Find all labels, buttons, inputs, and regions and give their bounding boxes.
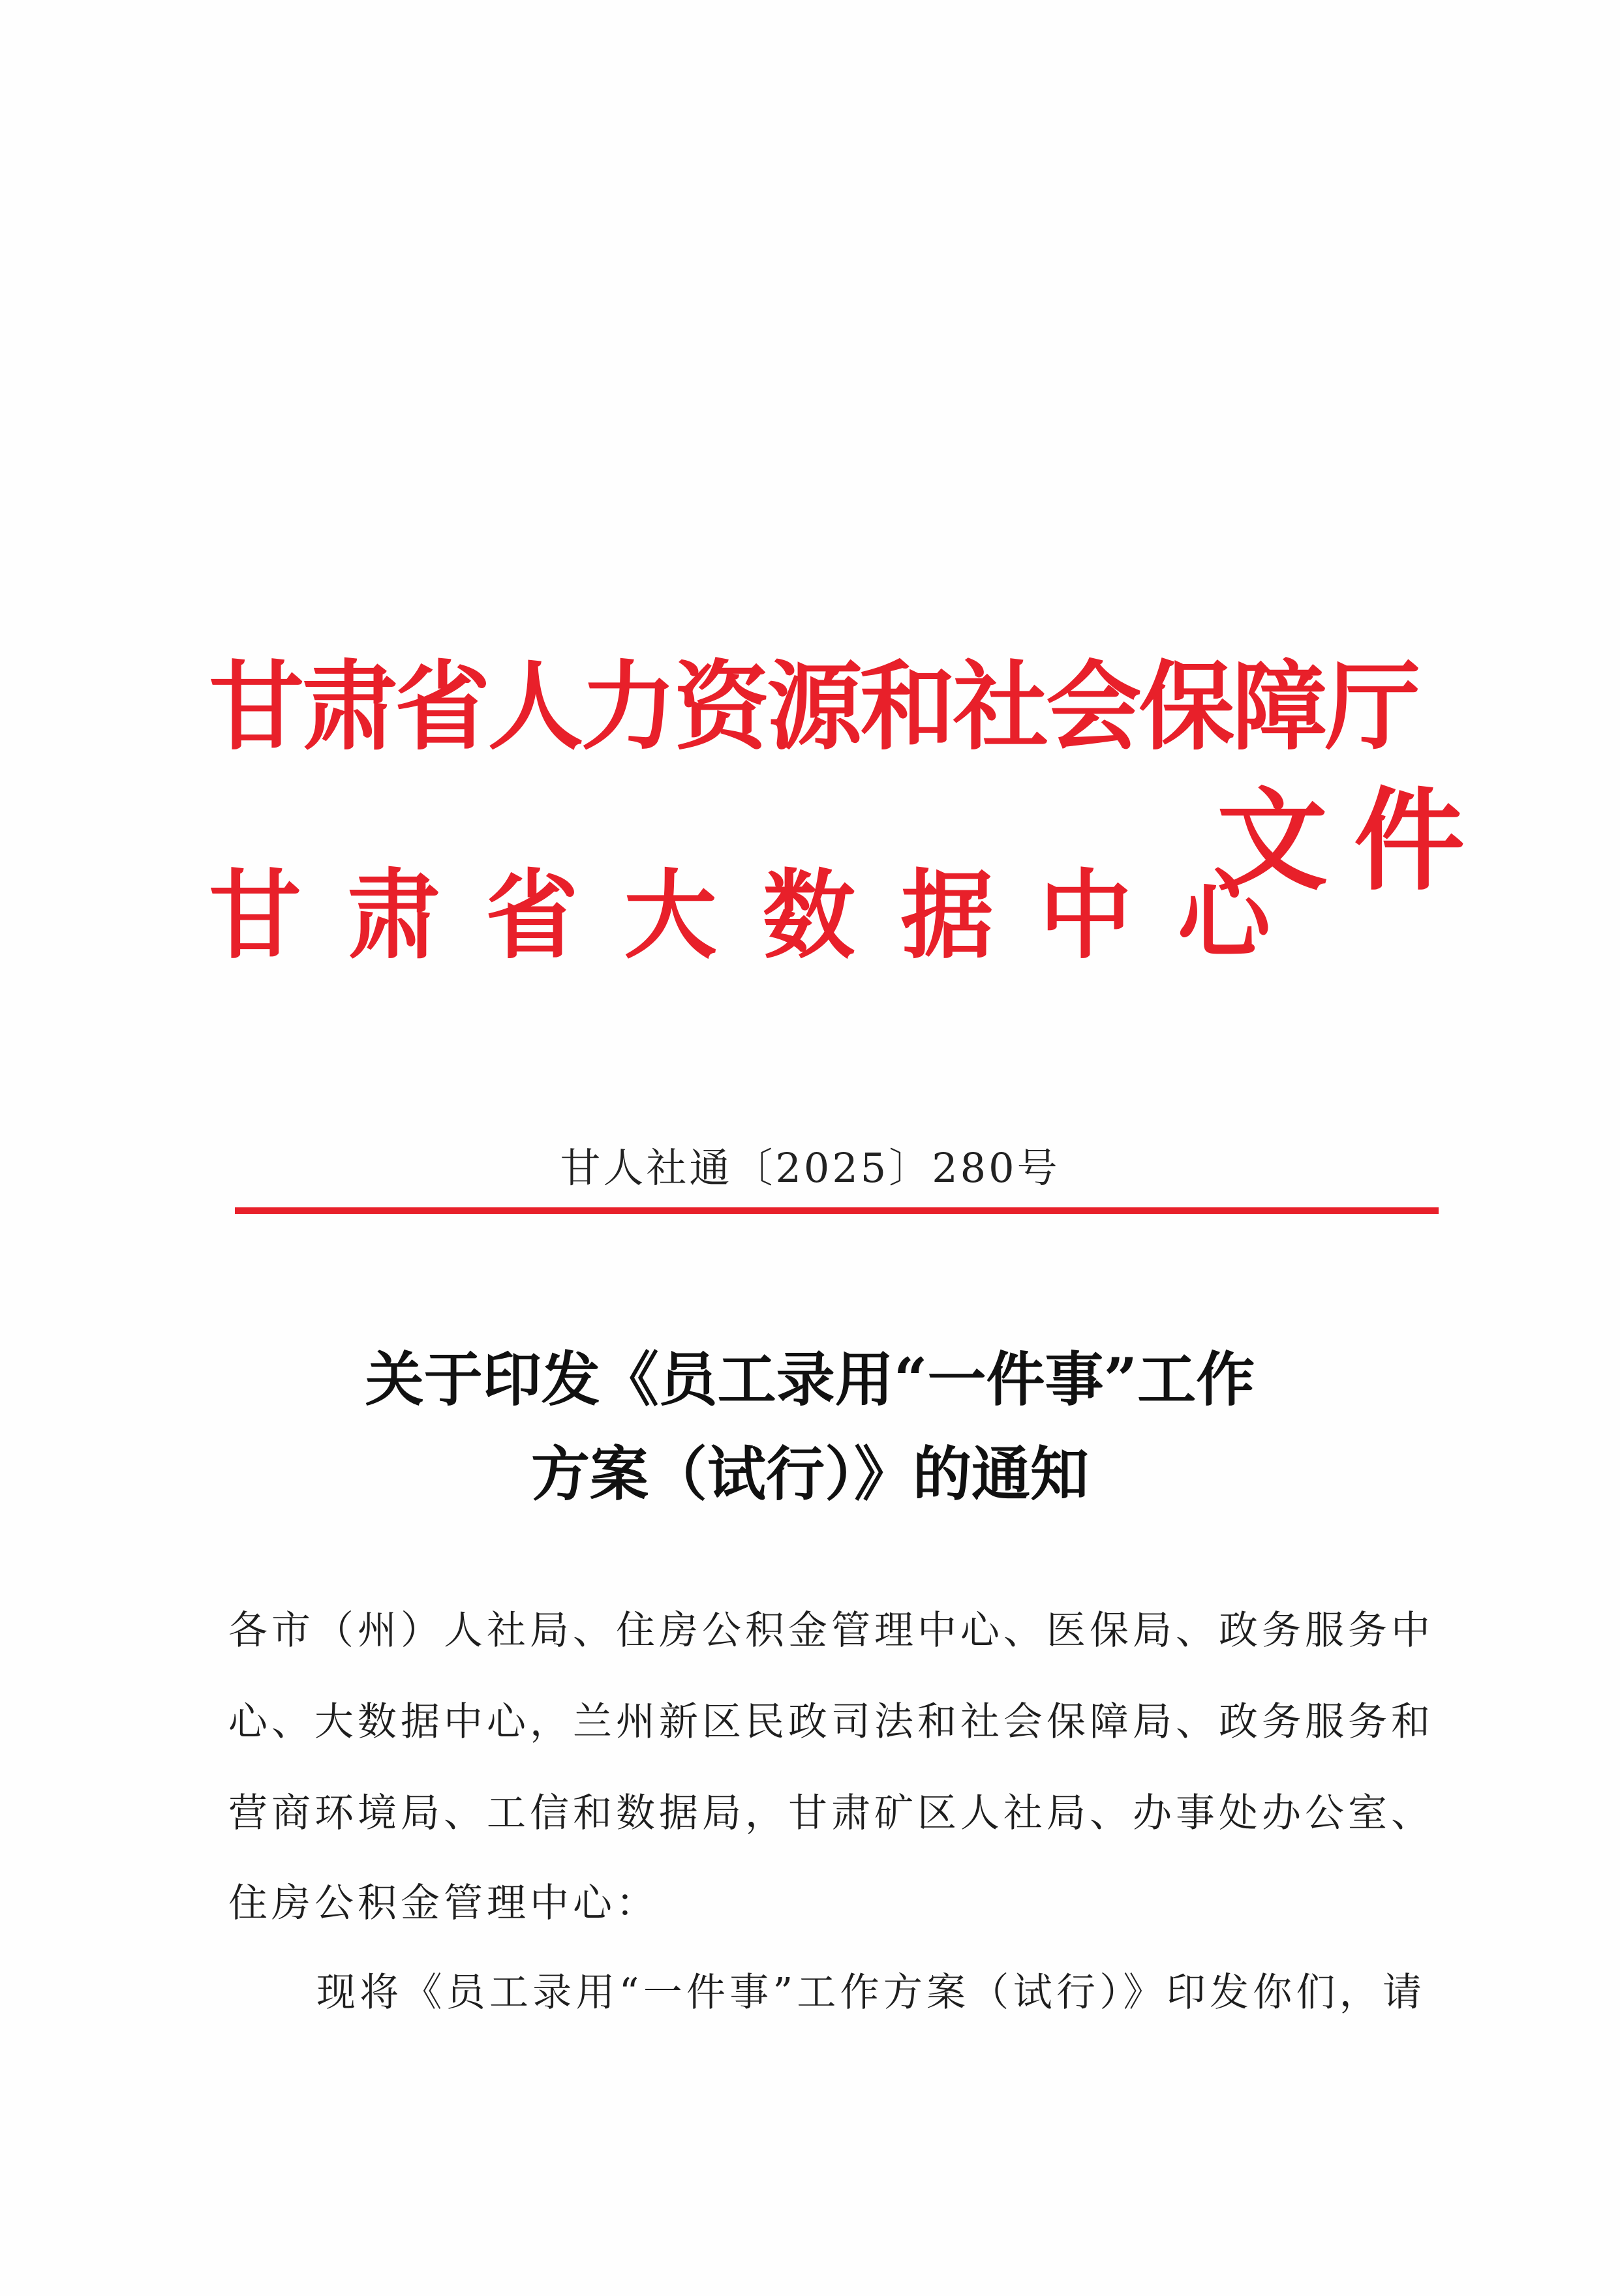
- document-number-serial: 280号: [932, 1144, 1060, 1192]
- document-number-prefix: 甘人社通: [560, 1144, 733, 1192]
- addressee-line-3: 营商环境局、工信和数据局，甘肃矿区人社局、办事处办公室、: [228, 1790, 1434, 1836]
- addressee-line-1: 各市（州）人社局、住房公积金管理中心、医保局、政务服务中: [228, 1608, 1434, 1654]
- issuer-name-hrss-department: 甘肃省人力资源和社会保障厅: [209, 651, 1418, 763]
- issuer-name-big-data-center: 甘肃省大数据中心: [209, 860, 1317, 972]
- body-paragraph-1: 现将《员工录用“一件事”工作方案（试行）》印发你们，请: [316, 1970, 1426, 2016]
- document-number: [0, 1144, 1620, 1192]
- document-title-line-1: 关于印发《员工录用“一件事”工作: [365, 1345, 1255, 1414]
- document-title-line-2: 方案（试行）》的通知: [531, 1440, 1089, 1509]
- document-type-label: 文件: [1217, 777, 1491, 906]
- addressee-line-4: 住房公积金管理中心：: [228, 1881, 659, 1926]
- document-number-year: 〔2025〕: [732, 1144, 932, 1192]
- red-separator-line: [235, 1207, 1439, 1214]
- addressee-line-2: 心、大数据中心，兰州新区民政司法和社会保障局、政务服务和: [228, 1699, 1434, 1745]
